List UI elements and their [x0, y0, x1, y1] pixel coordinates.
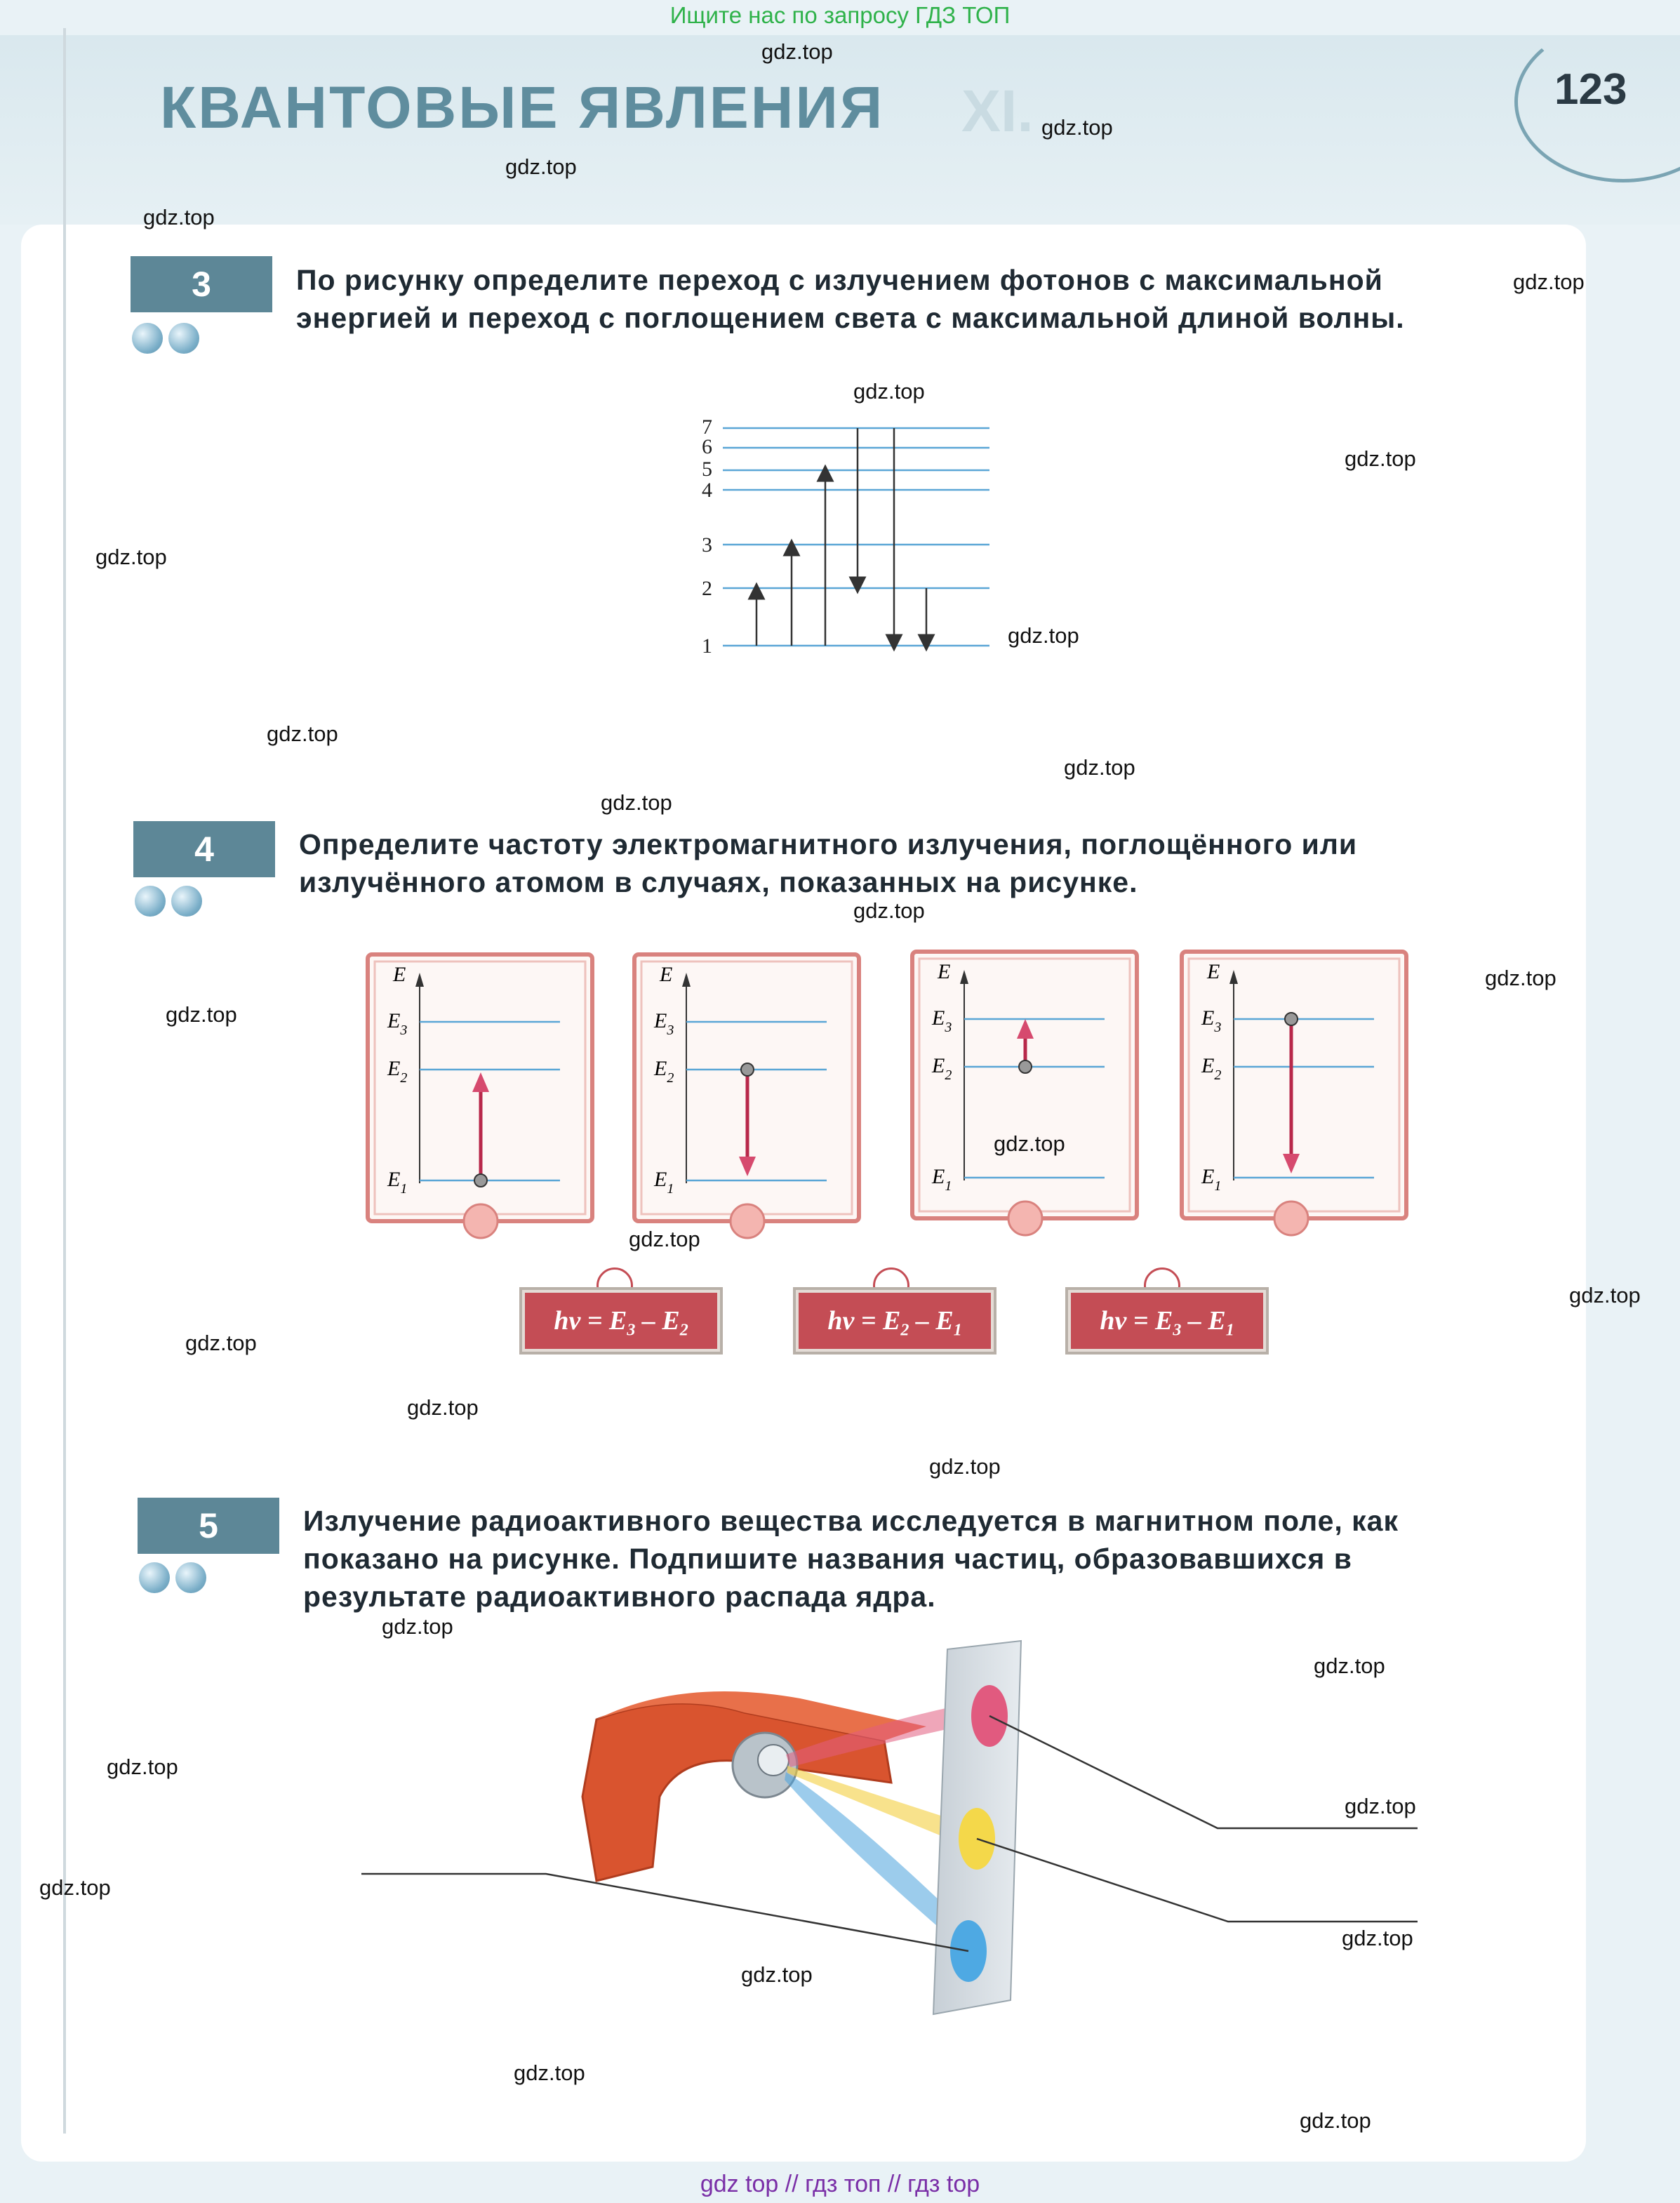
electron — [1285, 1013, 1298, 1025]
watermark: gdz.top — [1345, 446, 1416, 471]
watermark: gdz.top — [929, 1454, 1001, 1479]
page-number: 123 — [1554, 65, 1627, 114]
watermark: gdz.top — [166, 1002, 237, 1027]
bottom-banner[interactable]: gdz top // гдз топ // гдз top — [700, 2171, 980, 2197]
label-leader-line — [977, 1839, 1418, 1922]
electron — [741, 1063, 754, 1076]
difficulty-dot — [135, 886, 166, 917]
task-5-text: Излучение радиоактивного вещества исследуется в магнитном поле, как показано на рисунке. Подпишите названия частиц, образовавшихся в результате радиоактивного распада ядра. — [303, 1505, 1399, 1613]
level-label: 2 — [702, 577, 712, 600]
transition-panel-4 — [1179, 949, 1411, 1237]
watermark: gdz.top — [407, 1395, 479, 1420]
watermark: gdz.top — [1064, 755, 1135, 780]
watermark: gdz.top — [994, 1131, 1065, 1156]
label-leader-line — [361, 1874, 968, 1951]
task-4-text: Определите частоту электромагнитного излучения, поглощённого или излучённого атомом в случаях, показанных на рисунке. — [299, 828, 1358, 898]
task-3-text: По рисунку определите переход с излучением фотонов с максимальной энергией и переход с поглощением света с максимальной длиной волны. — [296, 264, 1405, 334]
difficulty-dot — [139, 1562, 170, 1593]
watermark: gdz.top — [761, 39, 833, 64]
task-4-badge: 4 — [133, 821, 275, 877]
level-label: 4 — [702, 479, 712, 502]
watermark: gdz.top — [601, 790, 672, 815]
watermark: gdz.top — [1485, 966, 1556, 990]
watermark: gdz.top — [382, 1614, 453, 1639]
svg-text:E2: $E_2$ — [1201, 1054, 1222, 1083]
axis-label: E — [1207, 960, 1220, 983]
electron — [474, 1174, 487, 1187]
svg-text:E3: $E_3$ — [1201, 1006, 1222, 1035]
watermark: gdz.top — [505, 154, 577, 179]
level-label: 6 — [702, 435, 712, 458]
watermark: gdz.top — [1041, 115, 1113, 140]
svg-text:E2: $E_2$ — [654, 1057, 674, 1086]
watermark: gdz.top — [107, 1755, 178, 1779]
formula-card-2[interactable]: $h\nu = E_2 - E_1$ — [793, 1287, 996, 1355]
transition-panel-1 — [365, 952, 596, 1239]
watermark: gdz.top — [514, 2061, 585, 2085]
task-5-difficulty — [139, 1562, 212, 1597]
svg-text:E2: $E_2$ — [387, 1057, 408, 1086]
svg-text:E1: $E_1$ — [654, 1168, 674, 1197]
chapter-title: КВАНТОВЫЕ ЯВЛЕНИЯ — [160, 74, 885, 140]
watermark: gdz.top — [267, 721, 338, 746]
watermark: gdz.top — [1342, 1926, 1413, 1950]
axis-label: E — [660, 963, 673, 986]
magnetic-field-illustration — [351, 1635, 1446, 2028]
answer-slot[interactable] — [1274, 1202, 1308, 1235]
difficulty-dot — [168, 323, 199, 354]
chapter-number-ghost: XI. — [961, 78, 1034, 144]
difficulty-dot — [171, 886, 202, 917]
svg-text:E1: $E_1$ — [932, 1165, 952, 1194]
top-banner[interactable]: Ищите нас по запросу ГДЗ ТОП — [669, 2, 1011, 28]
task-5-badge: 5 — [138, 1498, 279, 1554]
watermark: gdz.top — [741, 1962, 813, 1987]
task-4-difficulty — [135, 886, 208, 920]
watermark: gdz.top — [143, 205, 215, 229]
watermark: gdz.top — [629, 1227, 700, 1251]
magnet-pole-label: S — [662, 1813, 700, 1842]
svg-text:E2: $E_2$ — [932, 1054, 952, 1083]
level-label: 7 — [702, 415, 712, 439]
level-label: 1 — [702, 634, 712, 658]
svg-text:E1: $E_1$ — [1201, 1165, 1222, 1194]
answer-slot[interactable] — [731, 1204, 764, 1238]
formula-card-3[interactable]: $h\nu = E_3 - E_1$ — [1065, 1287, 1269, 1355]
axis-label: E — [393, 963, 406, 986]
watermark: gdz.top — [185, 1331, 257, 1355]
task-3-badge: 3 — [131, 256, 272, 312]
watermark: gdz.top — [1300, 2108, 1371, 2133]
binding-spine — [63, 28, 66, 2134]
answer-slot[interactable] — [1008, 1202, 1042, 1235]
watermark: gdz.top — [39, 1875, 111, 1900]
watermark: gdz.top — [1513, 269, 1585, 294]
difficulty-dot — [175, 1562, 206, 1593]
watermark: gdz.top — [1345, 1794, 1416, 1818]
transition-panel-2 — [632, 952, 863, 1239]
watermark: gdz.top — [853, 898, 925, 923]
transition-panel-3 — [909, 949, 1141, 1237]
watermark: gdz.top — [1314, 1653, 1385, 1678]
watermark: gdz.top — [1008, 623, 1079, 648]
svg-text:E1: $E_1$ — [387, 1168, 408, 1197]
level-label: 5 — [702, 458, 712, 481]
difficulty-dot — [132, 323, 163, 354]
axis-label: E — [938, 960, 951, 983]
electron — [1019, 1060, 1032, 1073]
svg-text:E3: $E_3$ — [932, 1006, 952, 1035]
watermark: gdz.top — [853, 379, 925, 404]
svg-text:E3: $E_3$ — [387, 1009, 408, 1038]
energy-level-diagram — [688, 414, 1011, 667]
answer-slot[interactable] — [464, 1204, 498, 1238]
level-label: 3 — [702, 533, 712, 557]
task-3-difficulty — [132, 323, 205, 357]
watermark: gdz.top — [95, 545, 167, 569]
watermark: gdz.top — [1569, 1283, 1641, 1307]
formula-card-1[interactable]: $h\nu = E_3 - E_2$ — [519, 1287, 723, 1355]
svg-text:E3: $E_3$ — [654, 1009, 674, 1038]
